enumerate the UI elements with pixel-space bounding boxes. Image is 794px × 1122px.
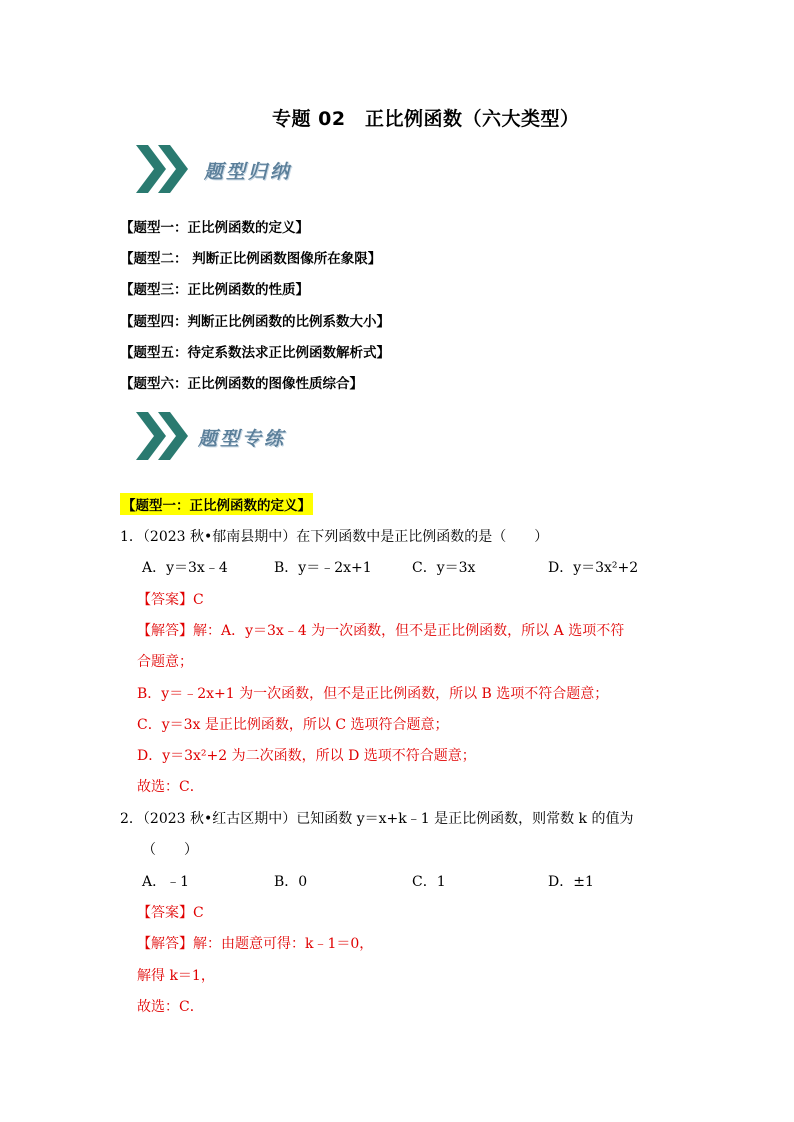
toc-item-6: 【题型六：正比例函数的图像性质综合】: [120, 376, 363, 392]
question-1-solution-line: 故选：C．: [137, 779, 204, 795]
toc-item-5: 【题型五：待定系数法求正比例函数解析式】: [120, 345, 390, 361]
section-heading: 【题型一：正比例函数的定义】: [120, 493, 313, 515]
page-title: 专题 02 正比例函数（六大类型）: [272, 108, 580, 130]
toc-item-4: 【题型四：判断正比例函数的比例系数大小】: [120, 314, 390, 330]
banner-practice-label: 题型专练: [198, 428, 287, 450]
toc-item-3: 【题型三：正比例函数的性质】: [120, 282, 309, 298]
question-2-option-c: C．1: [412, 874, 446, 890]
question-1-solution-line: D．y＝3x²+2 为二次函数，所以 D 选项不符合题意；: [137, 748, 476, 764]
question-1-option-b: B．y＝﹣2x+1: [274, 560, 372, 576]
question-1-solution-line: 【解答】解：A．y＝3x﹣4 为一次函数，但不是正比例函数，所以 A 选项不符: [137, 623, 625, 639]
question-2-option-d: D．±1: [548, 874, 594, 890]
question-1-solution-line: B．y＝﹣2x+1 为一次函数，但不是正比例函数，所以 B 选项不符合题意；: [137, 686, 609, 702]
question-1-solution-line: C．y＝3x 是正比例函数，所以 C 选项符合题意；: [137, 717, 449, 733]
question-1-answer: 【答案】C: [137, 592, 204, 608]
banner-summary-label: 题型归纳: [204, 161, 293, 183]
question-2-solution-line: 解得 k＝1，: [137, 968, 215, 984]
toc-item-2: 【题型二： 判断正比例函数图像所在象限】: [120, 251, 382, 267]
question-1-solution-line: 合题意；: [137, 654, 193, 670]
question-2-solution-line: 故选：C．: [137, 999, 204, 1015]
toc-item-1: 【题型一：正比例函数的定义】: [120, 220, 309, 236]
question-1-option-a: A．y＝3x﹣4: [142, 560, 228, 576]
question-1-stem: 1．（2023 秋•郁南县期中）在下列函数中是正比例函数的是（ ）: [120, 529, 549, 545]
question-2-solution-line: 【解答】解：由题意可得：k﹣1＝0，: [137, 936, 374, 952]
double-chevron-icon: [134, 410, 192, 462]
question-2-stem: 2．（2023 秋•红古区期中）已知函数 y＝x+k﹣1 是正比例函数，则常数 k 的值为: [120, 811, 634, 827]
question-1-option-c: C．y＝3x: [412, 560, 476, 576]
question-2-option-a: A．﹣1: [142, 874, 190, 890]
double-chevron-icon: [134, 143, 192, 195]
question-1-option-d: D．y＝3x²+2: [548, 560, 639, 576]
question-2-answer: 【答案】C: [137, 905, 204, 921]
question-2-option-b: B．0: [274, 874, 308, 890]
question-2-stem-bracket: （ ）: [142, 842, 198, 858]
